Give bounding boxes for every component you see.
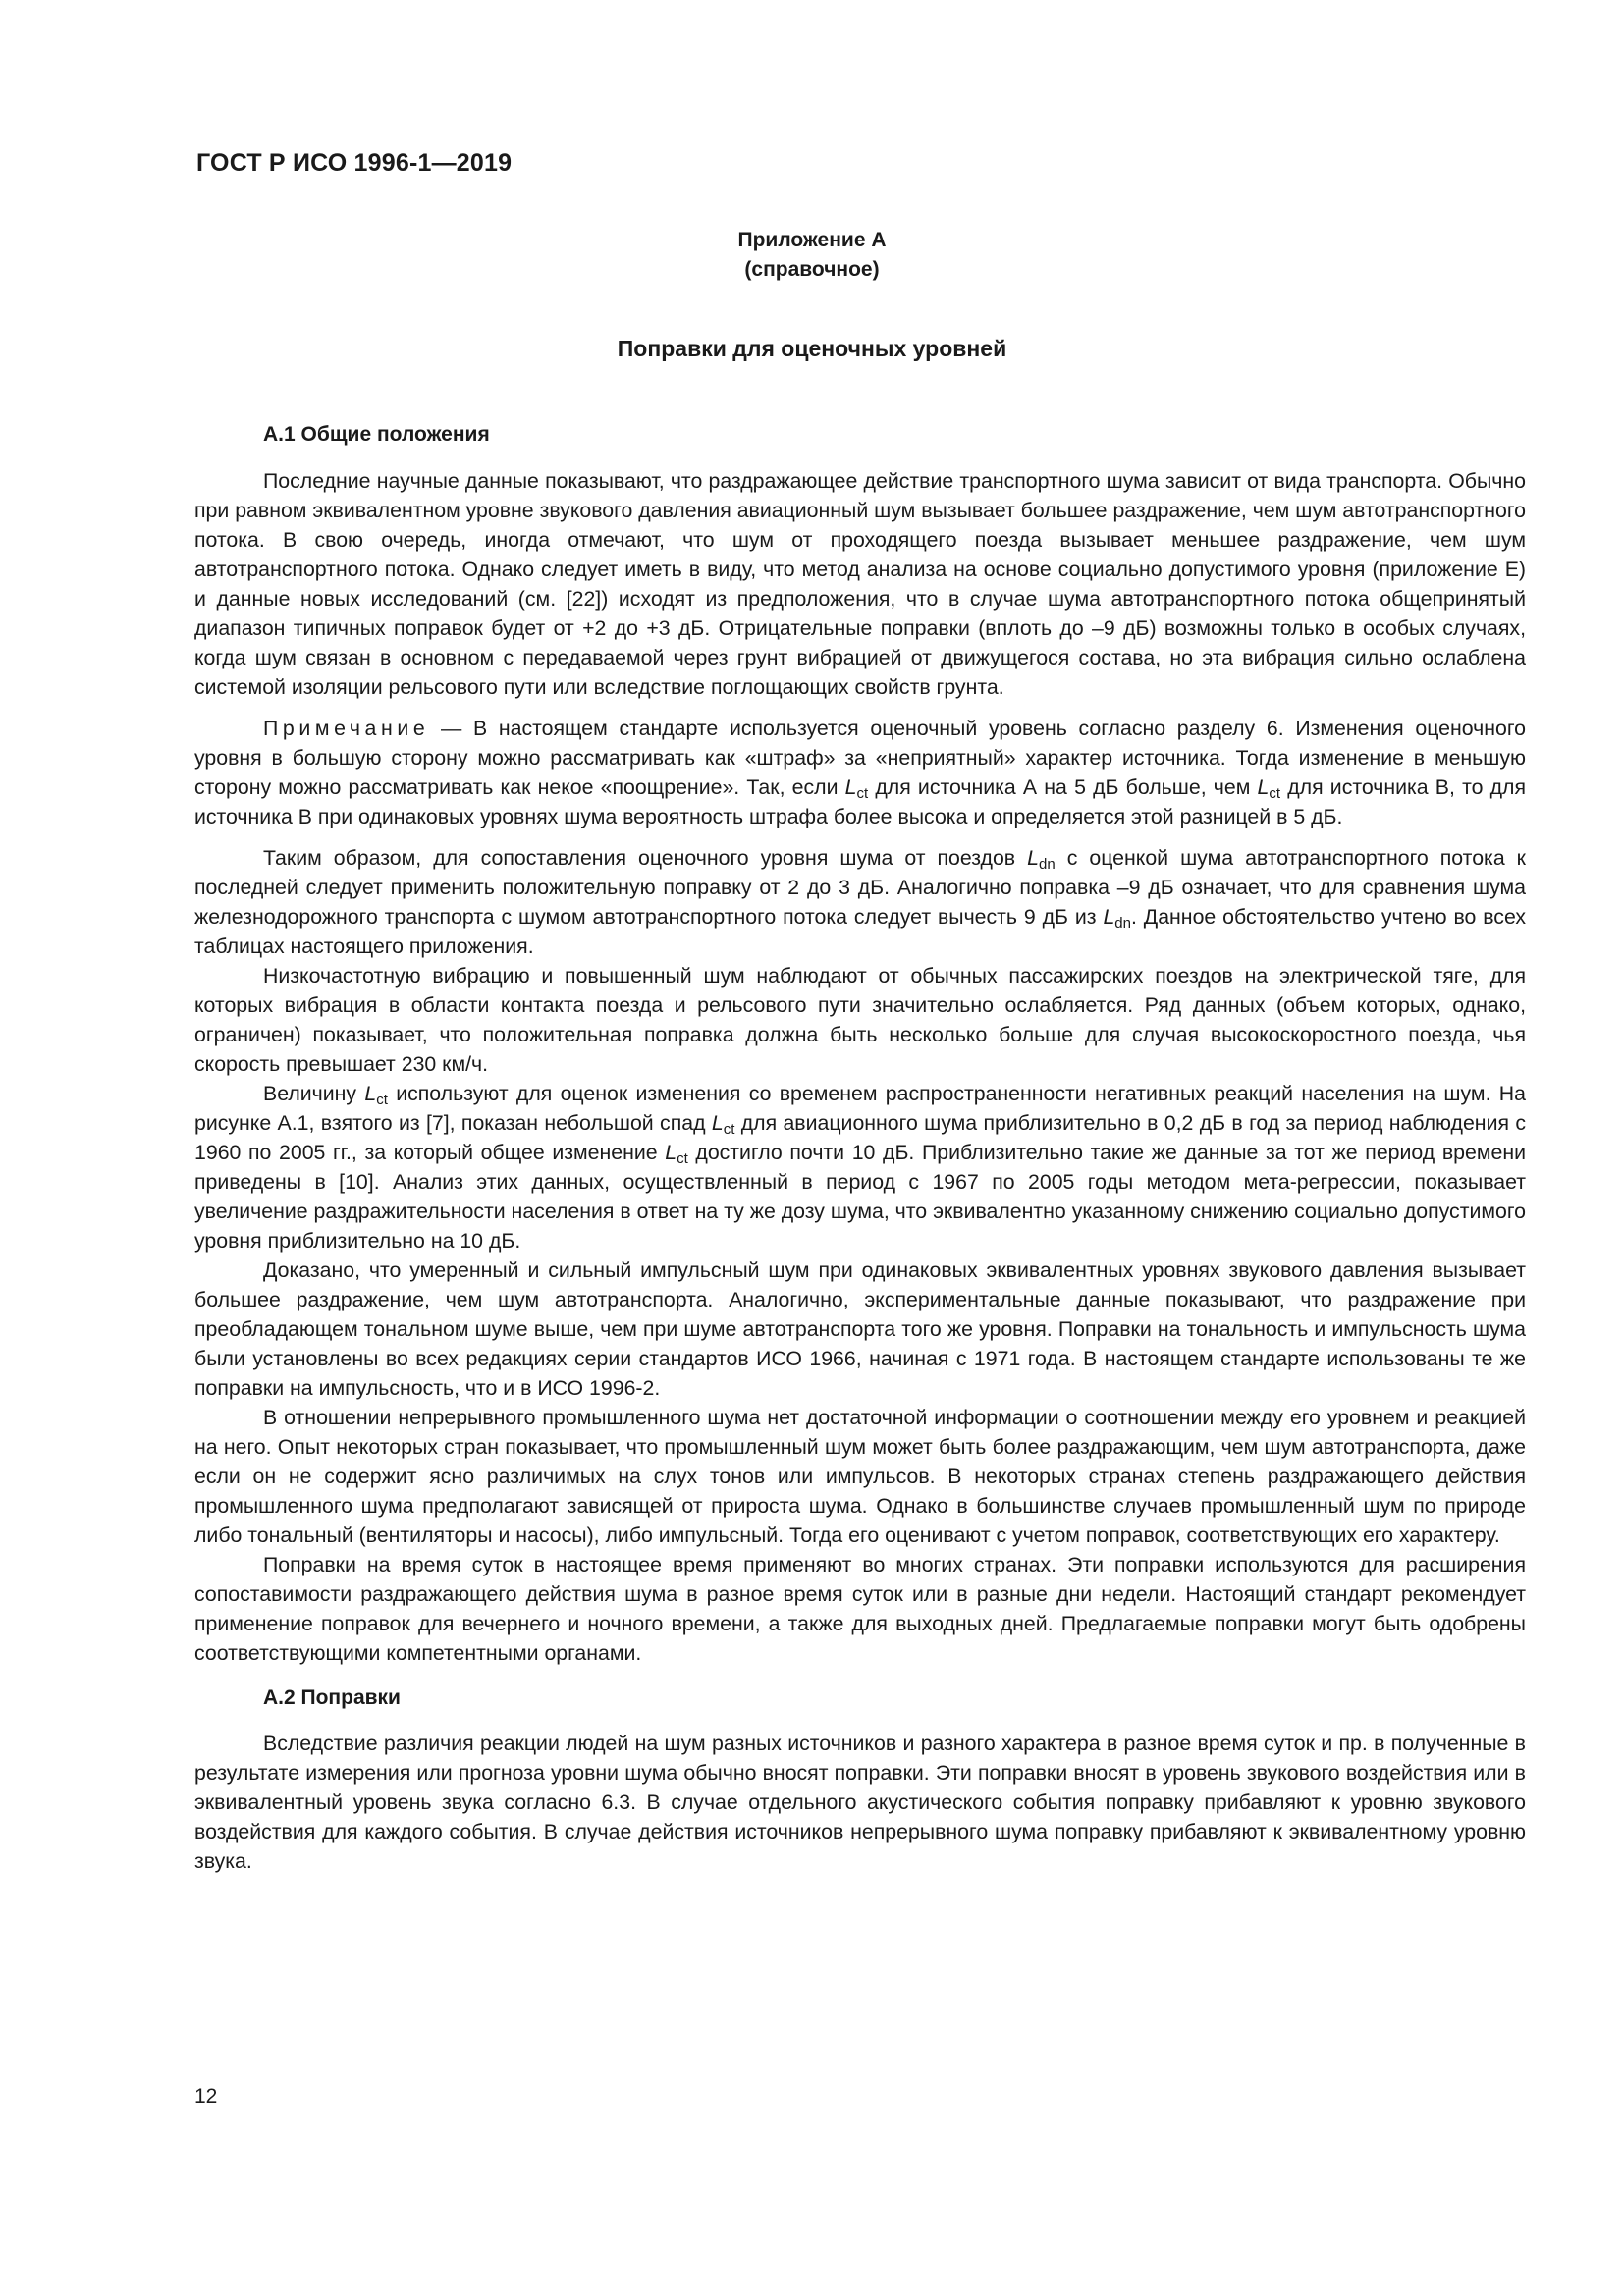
symbol-l: L	[1257, 775, 1270, 799]
page-number: 12	[194, 2085, 218, 2108]
symbol-dn: dn	[1039, 856, 1056, 873]
symbol-ct: ct	[723, 1121, 735, 1138]
paragraph-railway	[194, 843, 1526, 961]
appendix-label: Приложение А	[737, 229, 887, 251]
text-part: с оценкой шума автотранспортного потока к последней следует применить положительную поправку от 2 до 3 дБ. Аналогично поправка –9 дБ означает, что для сравнения шума железнодорожного транспорта с шумом автотранспортного потока следует вычесть 9 дБ из	[194, 846, 1526, 929]
symbol-l: L	[844, 775, 857, 799]
appendix-kind: (справочное)	[744, 258, 880, 281]
paragraph-daytime: Поправки на время суток в настоящее время применяют во многих странах. Эти поправки используются для расширения сопоставимости раздражающего действия шума в разное время суток или в разные дни недели. Настоящий стандарт рекомендует применение поправок для вечернего и ночного времени, а также для выходных дней. Предлагаемые поправки могут быть одобрены соответствующими компетентными органами.	[194, 1553, 1526, 1665]
symbol-l: L	[364, 1082, 377, 1105]
document-body	[194, 420, 1526, 1876]
paragraph-low-frequency: Низкочастотную вибрацию и повышенный шум наблюдают от обычных пассажирских поездов на электрической тяге, для которых вибрация в области контакта поезда и рельсового пути значительно ослабляется. Ряд данных (объем которых, однако, ограничен) показывает, что положительная поправка должна быть несколько больше для случая высокоскоростного поезда, чья скорость превышает 230 км/ч.	[194, 964, 1526, 1076]
section-heading-a2: А.2 Поправки	[263, 1686, 401, 1709]
symbol-ct: ct	[677, 1150, 688, 1167]
symbol-dn: dn	[1114, 915, 1131, 932]
symbol-l: L	[665, 1141, 677, 1164]
paragraph-lct	[194, 1079, 1526, 1255]
appendix-label-block	[0, 226, 1624, 285]
paragraph-corrections: Вследствие различия реакции людей на шум разных источников и разного характера в разное время суток и пр. в полученные в результате измерения или прогноза уровни шума обычно вносят поправки. Эти поправки вносят в уровень звукового воздействия или в эквивалентный уровень звука согласно 6.3. В случае отдельного акустического события поправку прибавляют к уровню звукового воздействия для каждого события. В случае действия источников непрерывного шума поправку прибавляют к эквивалентному уровню звука.	[194, 1732, 1526, 1873]
symbol-ct: ct	[1269, 785, 1281, 802]
paragraph-intro: Последние научные данные показывают, что раздражающее действие транспортного шума зависит от вида транспорта. Обычно при равном эквивалентном уровне звукового давления авиационный шум вызывает большее раздражение, чем шум автотранспортного потока. В свою очередь, иногда отмечают, что шум от проходящего поезда вызывает меньшее раздражение, чем шум автотранспортного потока. Однако следует иметь в виду, что метод анализа на основе социально допустимого уровня (приложение Е) и данные новых исследований (см. [22]) исходят из предположения, что в случае шума автотранспортного потока общепринятый диапазон типичных поправок будет от +2 до +3 дБ. Отрицательные поправки (вплоть до –9 дБ) возможны только в особых случаях, когда шум связан в основном с передаваемой через грунт вибрацией от движущегося состава, но эта вибрация сильно ослаблена системой изоляции рельсового пути или вследствие поглощающих свойств грунта.	[194, 469, 1526, 699]
symbol-l: L	[1103, 905, 1115, 929]
section-heading-a1: А.1 Общие положения	[263, 423, 490, 446]
text-part: используют для оценок изменения со временем распространенности негативных реакций населения на шум. На рисунке А.1, взятого из [7], показан небольшой спад	[194, 1082, 1527, 1135]
text-part: достигло почти 10 дБ. Приблизительно такие же данные за тот же период времени приведены в [10]. Анализ этих данных, осуществленный в период с 1967 по 2005 годы методом мета-регрессии, показывает увеличение раздражительности населения в ответ на ту же дозу шума, что эквивалентно указанному снижению социально допустимого уровня приблизительно на 10 дБ.	[194, 1141, 1526, 1253]
standard-designation: ГОСТ Р ИСО 1996-1—2019	[196, 149, 513, 177]
symbol-l: L	[711, 1111, 724, 1135]
text-part: Величину	[263, 1082, 365, 1105]
text-part: . Данное обстоятельство учтено во всех таблицах настоящего приложения.	[194, 905, 1526, 958]
note-label: Примечание	[263, 717, 430, 740]
paragraph-industrial: В отношении непрерывного промышленного шума нет достаточной информации о соотношении между его уровнем и реакцией на него. Опыт некоторых стран показывает, что промышленный шум может быть более раздражающим, чем шум автотранспорта, даже если он не содержит ясно различимых на слух тонов или импульсов. В некоторых странах степень раздражающего действия промышленного шума предполагают зависящей от прироста шума. Однако в большинстве случаев промышленный шум по природе либо тональный (вентиляторы и насосы), либо импульсный. Тогда его оценивают с учетом поправок, соответствующих его характеру.	[194, 1406, 1526, 1547]
text-part: для авиационного шума приблизительно в 0,2 дБ в год за период наблюдения с 1960 по 2005 гг., за который общее изменение	[194, 1111, 1526, 1164]
symbol-ct: ct	[376, 1092, 388, 1108]
note-text-3: для источника В, то для источника В при одинаковых уровнях шума вероятность штрафа более высока и определяется этой разницей в 5 дБ.	[194, 775, 1527, 828]
note-paragraph	[194, 714, 1526, 831]
note-text-1: — В настоящем стандарте используется оценочный уровень согласно разделу 6. Изменения оценочного уровня в большую сторону можно рассматривать как «штраф» за «неприятный» характер источника. Тогда изменение в меньшую сторону можно рассматривать как некое «поощрение». Так, если	[194, 717, 1526, 799]
appendix-title: Поправки для оценочных уровней	[617, 336, 1007, 361]
paragraph-impulse: Доказано, что умеренный и сильный импульсный шум при одинаковых эквивалентных уровнях звукового давления вызывает большее раздражение, чем шум автотранспорта. Аналогично, экспериментальные данные показывают, что раздражение при преобладающем тональном шуме выше, чем при шуме автотранспорта того же уровня. Поправки на тональность и импульсность шума были установлены во всех редакциях серии стандартов ИСО 1966, начиная с 1971 года. В настоящем стандарте использованы те же поправки на импульсность, что и в ИСО 1996-2.	[194, 1258, 1526, 1400]
note-text-2: для источника А на 5 дБ больше, чем	[868, 775, 1258, 799]
text-part: Таким образом, для сопоставления оценочного уровня шума от поездов	[263, 846, 1028, 870]
symbol-ct: ct	[856, 785, 869, 802]
symbol-l: L	[1027, 846, 1039, 870]
